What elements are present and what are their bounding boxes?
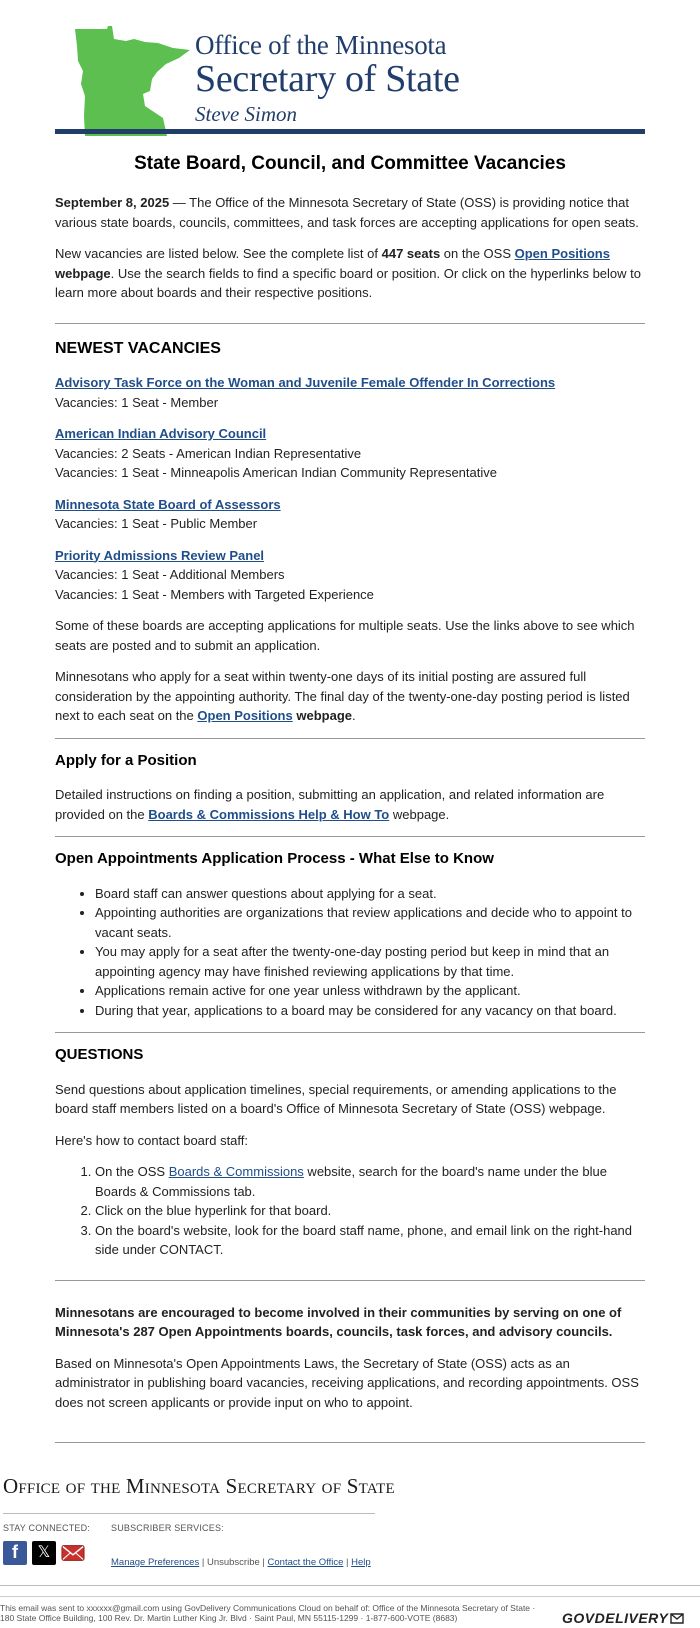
divider	[55, 1032, 645, 1033]
process-list	[55, 884, 645, 1021]
vacancy-item	[55, 424, 645, 483]
footer-columns	[3, 1522, 700, 1573]
vacancy-item	[55, 495, 645, 534]
board-link[interactable]: American Indian Advisory Council	[55, 426, 266, 441]
questions-paragraph: Send questions about application timelines, special requirements, or amending applications to the board staff members listed on a board's Office of Minnesota Secretary of State (OSS) webpage.	[55, 1080, 645, 1119]
intro-text: — The Office of the Minnesota Secretary of State (OSS) is providing notice that various state boards, councils, committees, and task forces are accepting applications for open seats.	[55, 195, 639, 230]
list-item: • You may apply for a seat after the twenty-one-day posting period but keep in mind that an appointing agency may have finished reviewing applications by that time.	[95, 942, 645, 981]
open-positions-link-2[interactable]: Open Positions	[197, 708, 292, 723]
service-links	[111, 1553, 371, 1573]
seats-text-c: . Use the search fields to find a specific board or position. Or click on the hyperlinks below to learn more about boards and their respective positions.	[55, 266, 641, 301]
help-link[interactable]: Help	[351, 1557, 371, 1568]
apply-text-a: Detailed instructions on finding a position, submitting an application, and related information are provided on the	[55, 787, 604, 822]
contact-steps	[55, 1162, 645, 1260]
process-heading: Open Appointments Application Process - What Else to Know	[55, 849, 645, 869]
step1-text-b: website, search for the board's name under the blue Boards & Commissions tab.	[95, 1164, 607, 1199]
vacancy-line: Vacancies: 1 Seat - Members with Targeted Experience	[55, 585, 645, 605]
footer-divider	[3, 1513, 375, 1514]
apply-paragraph	[55, 785, 645, 824]
posting-text: Minnesotans who apply for a seat within twenty-one days of its initial posting are assured full consideration by the appointing authority. The final day of the twenty-one-day posting period is listed next to each seat on the	[55, 669, 630, 723]
list-item: • Board staff can answer questions about applying for a seat.	[95, 884, 645, 904]
vacancy-item	[55, 546, 645, 605]
board-link[interactable]: Advisory Task Force on the Woman and Juvenile Female Offender In Corrections	[55, 375, 555, 390]
contact-intro: Here's how to contact board staff:	[55, 1131, 645, 1151]
header-divider	[55, 129, 645, 134]
footer-office-title: Office of the Minnesota Secretary of State	[3, 1473, 700, 1499]
vacancy-line: Vacancies: 1 Seat - Member	[55, 393, 645, 413]
list-item: • During that year, applications to a board may be considered for any vacancy on that board.	[95, 1001, 645, 1021]
unsubscribe-link[interactable]: Unsubscribe	[207, 1557, 260, 1568]
vacancy-line: Vacancies: 1 Seat - Additional Members	[55, 565, 645, 585]
header	[55, 0, 645, 135]
list-item: • Applications remain active for one year unless withdrawn by the applicant.	[95, 981, 645, 1001]
seats-count: 447 seats	[382, 246, 441, 261]
divider	[55, 1442, 645, 1443]
divider	[55, 323, 645, 324]
closing-bold-text: Minnesotans are encouraged to become involved in their communities by serving on one of Minnesota's 287 Open Appointments boards, councils, task forces, and advisory councils.	[55, 1305, 621, 1340]
twenty-one-day-paragraph	[55, 667, 645, 726]
subscriber-services	[111, 1522, 371, 1573]
divider	[55, 738, 645, 739]
brand-wordmark	[195, 30, 460, 128]
seats-text-b: on the OSS	[440, 246, 514, 261]
seats-paragraph	[55, 244, 645, 303]
step1-text-a: On the OSS	[95, 1164, 169, 1179]
subscriber-services-label: SUBSCRIBER SERVICES:	[111, 1522, 371, 1535]
vacancy-line: Vacancies: 2 Seats - American Indian Representative	[55, 444, 645, 464]
divider	[55, 1280, 645, 1281]
separator: |	[199, 1557, 207, 1568]
newest-vacancies-heading: NEWEST VACANCIES	[55, 339, 645, 359]
separator: |	[260, 1557, 268, 1568]
list-item: • Appointing authorities are organizations that review applications and decide who to appoint to vacant seats.	[95, 903, 645, 942]
footer-divider	[0, 1585, 700, 1586]
help-how-to-link[interactable]: Boards & Commissions Help & How To	[148, 807, 389, 822]
divider	[55, 836, 645, 837]
brand-line-office: Office of the Minnesota	[195, 30, 460, 60]
stay-connected	[3, 1522, 111, 1573]
email-body	[55, 0, 645, 1443]
list-item: 2. Click on the blue hyperlink for that board.	[95, 1201, 645, 1221]
questions-heading: QUESTIONS	[55, 1045, 645, 1065]
board-link[interactable]: Priority Admissions Review Panel	[55, 548, 264, 563]
multiple-seats-paragraph: Some of these boards are accepting applications for multiple seats. Use the links above to see which seats are posted and to submit an application.	[55, 616, 645, 655]
apply-text-b: webpage.	[389, 807, 449, 822]
email-icon[interactable]	[61, 1541, 85, 1565]
board-link[interactable]: Minnesota State Board of Assessors	[55, 497, 281, 512]
vacancy-line: Vacancies: 1 Seat - Minneapolis American Indian Community Representative	[55, 463, 645, 483]
closing-paragraph: Based on Minnesota's Open Appointments Laws, the Secretary of State (OSS) acts as an administrator in publishing board vacancies, receiving applications, and recording appointments. OSS does not screen applicants or provide input on who to appoint.	[55, 1354, 645, 1413]
webpage-word: webpage	[55, 266, 111, 281]
facebook-icon[interactable]: f	[3, 1541, 27, 1565]
brand-line-sos: Secretary of State	[195, 60, 460, 98]
contact-office-link[interactable]: Contact the Office	[268, 1557, 344, 1568]
vacancy-line: Vacancies: 1 Seat - Public Member	[55, 514, 645, 534]
seats-text-a: New vacancies are listed below. See the complete list of	[55, 246, 382, 261]
open-positions-link[interactable]: Open Positions	[515, 246, 610, 261]
intro-paragraph	[55, 193, 645, 232]
govdelivery-wordmark: GOVDELIVERY	[562, 1609, 668, 1628]
envelope-icon	[670, 1612, 684, 1624]
vacancy-item	[55, 373, 645, 412]
stay-connected-label: STAY CONNECTED:	[3, 1522, 111, 1535]
closing-bold	[55, 1303, 645, 1342]
manage-preferences-link[interactable]: Manage Preferences	[111, 1557, 199, 1568]
apply-heading: Apply for a Position	[55, 751, 645, 771]
social-icons	[3, 1541, 111, 1565]
footer	[0, 1473, 700, 1628]
list-item: 3. On the board's website, look for the board staff name, phone, and email link on the right-hand side under CONTACT.	[95, 1221, 645, 1260]
minnesota-map-logo	[71, 26, 191, 138]
legal-row	[0, 1597, 700, 1628]
brand-line-name: Steve Simon	[195, 100, 460, 128]
period: .	[352, 708, 356, 723]
webpage-word-2: webpage	[296, 708, 352, 723]
page-title: State Board, Council, and Committee Vacancies	[55, 152, 645, 176]
x-icon[interactable]: 𝕏	[32, 1541, 56, 1565]
separator: |	[343, 1557, 351, 1568]
legal-text: This email was sent to xxxxxx@gmail.com using GovDelivery Communications Cloud on behalf of: Office of the Minnesota Secretary of State · 180 State Office Building, 100 Rev. Dr. Martin Luther King Jr. Blvd · Saint Paul, MN 55115-1299 · 1-877-600-VOTE (8683)	[0, 1603, 540, 1624]
list-item	[95, 1162, 645, 1201]
boards-commissions-link[interactable]: Boards & Commissions	[169, 1164, 304, 1179]
notice-date: September 8, 2025	[55, 195, 169, 210]
govdelivery-logo[interactable]	[562, 1609, 684, 1628]
